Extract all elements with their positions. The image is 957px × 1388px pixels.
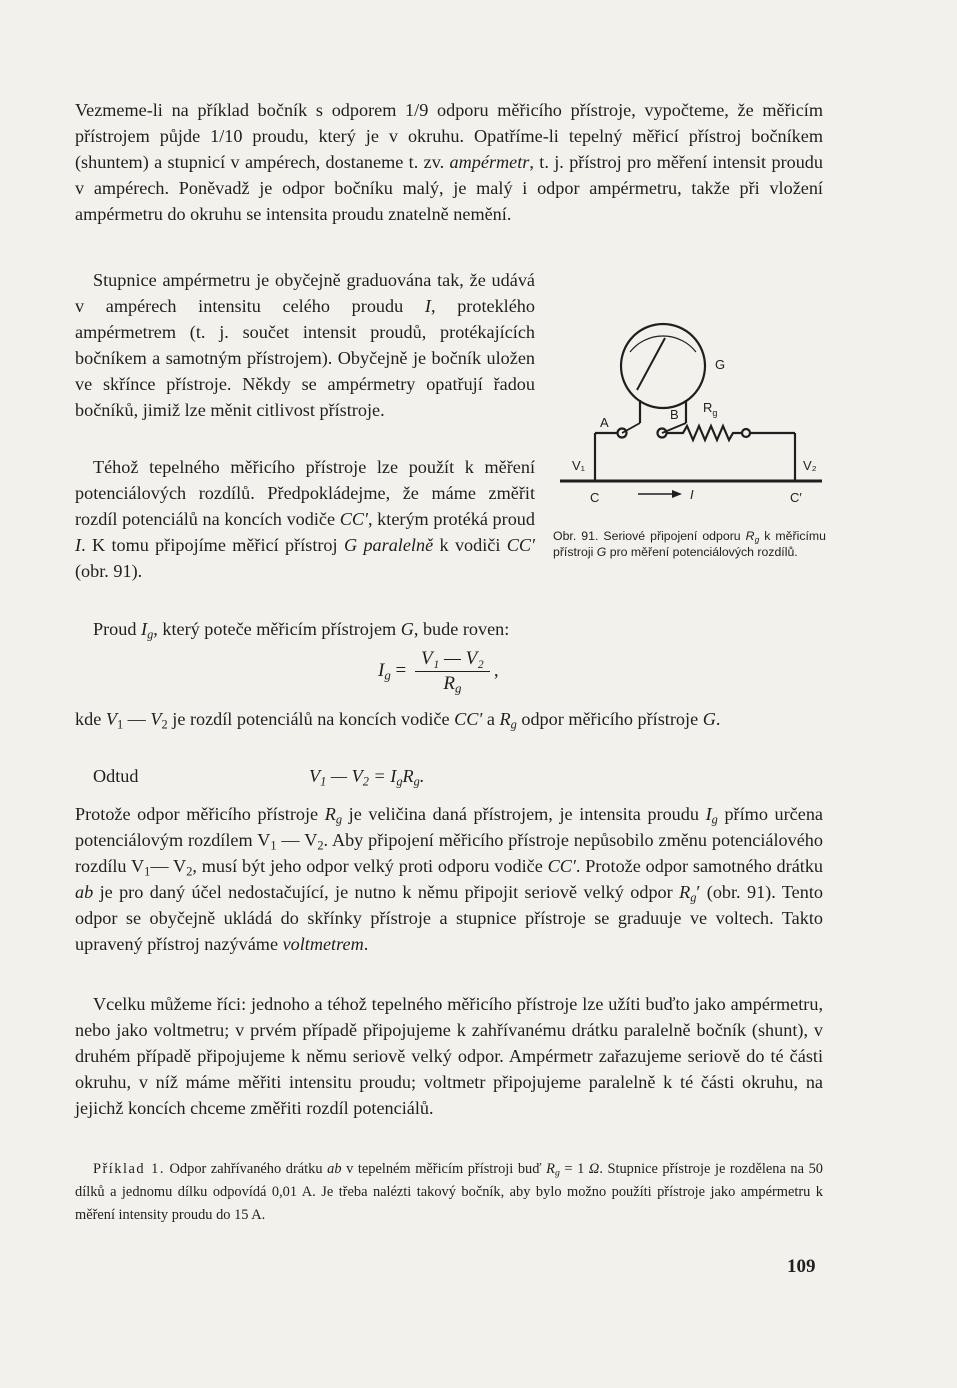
label-i: I xyxy=(690,487,694,502)
fraction: $\frac{\text{V₁ — V₂}}{R_g}$ xyxy=(415,648,490,695)
equation-current: $I_g$ = $\frac{\text{V₁ — V₂}}{R_g}$ , xyxy=(378,648,499,696)
resistor-end xyxy=(742,429,750,437)
label-rg: $R_g$ xyxy=(703,400,718,418)
page-number: 109 xyxy=(787,1256,816,1277)
paragraph-current-intro: Proud $I_g$, který poteče měřicím přístrojem G, bude roven: xyxy=(93,619,510,642)
circuit-figure xyxy=(560,316,830,516)
label-a: A xyxy=(600,415,609,430)
label-c: C xyxy=(590,490,600,505)
paragraph-shunt-intro: Vezmeme-li na příklad bočník s odporem 1/9 odporu měřicího přístroje, vypočteme, že měřicím přístrojem půjde 1/10 proudu, který je v okruhu. Opatříme-li tepelný měřicí přístroj bočníkem (shuntem) a stupnicí v ampérech, dostaneme t. zv. ampérmetr, t. j. přístroj pro měření intensit proudu v ampérech. Poněvadž je odpor bočníku malý, je malý i odpor ampérmetru, takže při vložení ampérmetru do okruhu se intensita proudu znatelně nemění. xyxy=(75,100,823,224)
paragraph-ammeter-scale: Stupnice ampérmetru je obyčejně graduována tak, že udává v ampérech intensitu celého proudu I, proteklého ampérmetrem (t. j. součet intensit proudů, protékajících bočníkem a samotným přístrojem). Obyčejně je bočník uložen ve skřínce přístroje. Někdy se ampérmetry opatřují řadou bočníků, jimiž lze měnit citlivost přístroje. xyxy=(75,270,535,420)
galvanometer-dial xyxy=(621,324,705,408)
resistor-rg xyxy=(666,426,742,440)
paragraph-where: kde $V_1$ — $V_2$ je rozdíl potenciálů na koncích vodiče CC′ a $R_g$ odpor měřicího přístroje G. xyxy=(75,709,721,732)
label-v2: V₂ xyxy=(803,458,817,473)
dial-scale-arc xyxy=(630,336,696,352)
label-v1: V₁ xyxy=(572,458,586,473)
equation-voltage: Odtud $V_1$ — $V_2 = I_gR_g$. xyxy=(93,766,425,789)
example-problem: Příklad 1. Odpor zahřívaného drátku ab v tepelném měřicím přístroji buď $R_g = 1$ Ω. Stupnice přístroje je rozdělena na 50 dílků a jednomu dílku odpovídá 0,01 A. Je třeba nalézti takový bočník, aby bylo možno použíti přístroje jako ampérmetru k měření intensity proudu do 15 A. xyxy=(75,1161,823,1223)
label-g: G xyxy=(715,357,726,372)
dial-needle xyxy=(637,338,665,390)
paragraph-voltmeter: Protože odpor měřicího přístroje $R_g$ je veličina daná přístrojem, je intensita proudu $I_g$ přímo určena potenciálovým rozdílem $V_1$ — $V_2$. Aby připojení měřicího přístroje nepůsobilo změnu potenciálového rozdílu $V_1—$ $V_2$, musí být jeho odpor velký proti odporu vodiče CC′. Protože odpor samotného drátku ab je pro daný účel nedostačující, je nutno k němu připojit seriově velký odpor $R_g'$ (obr. 91). Tento odpor se obyčejně ukládá do skřínky přístroje a stupnice přístroje se graduuje ve voltech. Takto upravený přístroj nazýváme voltmetrem. xyxy=(75,804,824,954)
label-b: B xyxy=(670,407,679,422)
label-c-prime: C′ xyxy=(790,490,802,505)
paragraph-summary: Vcelku můžeme říci: jednoho a téhož tepelného měřicího přístroje lze užíti buďto jako ampérmetru, nebo jako voltmetru; v prvém případě připojujeme k zahřívanému drátku paralelně bočník (shunt), v druhém případě připojujeme k němu seriově velký odpor. Ampérmetr zařazujeme seriově do té části okruhu, v níž máme měřiti intensitu proudu; voltmetr připojujeme paralelně k té části okruhu, na jejichž koncích chceme změřiti rozdíl potenciálů. xyxy=(75,994,823,1118)
paragraph-potential-measurement: Téhož tepelného měřicího přístroje lze použít k měření potenciálových rozdílů. Předpokládejme, že máme změřit rozdíl potenciálů na koncích vodiče CC′, kterým protéká proud I. K tomu připojíme měřicí přístroj G paralelně k vodiči CC′ (obr. 91). xyxy=(75,457,536,581)
figure-caption: Obr. 91. Seriové připojení odporu $R_g$ k měřicímu přístroji G pro měření potenciálových rozdílů. xyxy=(553,529,826,559)
current-arrowhead xyxy=(672,490,682,498)
terminal-wires xyxy=(622,423,686,433)
